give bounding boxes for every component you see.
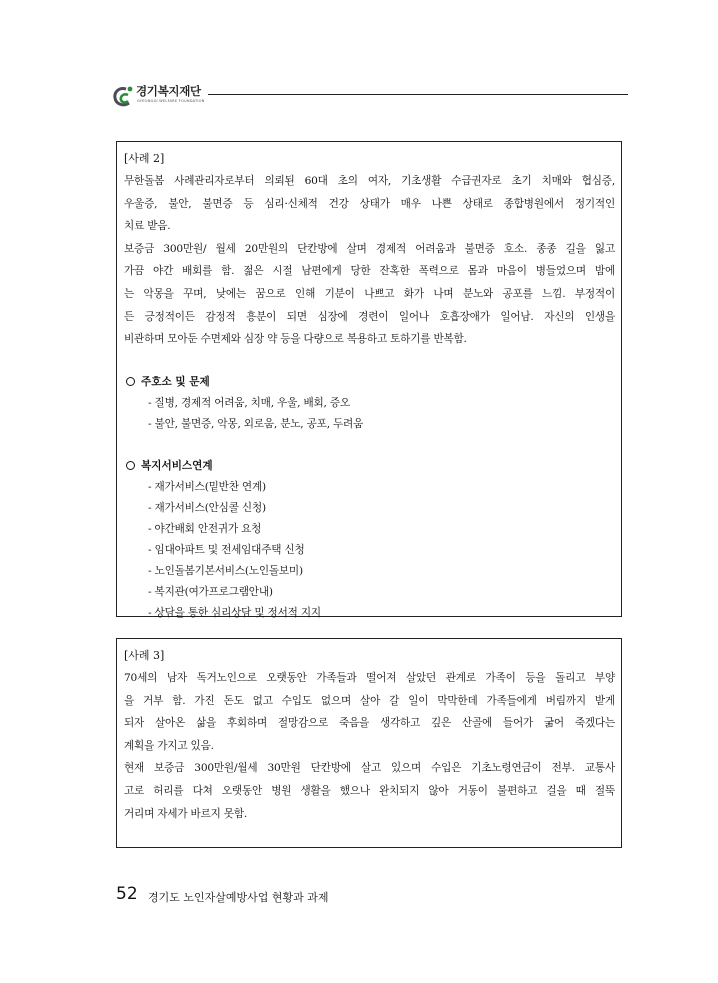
case-2-line: 든 긍정적이든 감정적 흥분이 되면 심장에 경련이 일어나 호흡장애가 일어남. 자신의 인생을 <box>124 310 615 323</box>
list-item: - 복지관(여가프로그램안내) <box>148 585 273 598</box>
list-item: - 노인돌봄기본서비스(노인돌보미) <box>148 564 303 577</box>
page-number: 52 <box>116 884 138 904</box>
list-item: - 불안, 불면증, 악몽, 외로움, 분노, 공포, 두려움 <box>148 417 364 430</box>
circle-bullet-icon <box>126 377 135 386</box>
case-2-line: 비관하며 모아둔 수면제와 심장 약 등을 다량으로 복용하고 토하기를 반복함. <box>124 333 467 346</box>
services-heading: 복지서비스연계 <box>124 456 615 477</box>
circle-bullet-icon <box>126 461 135 470</box>
case-3-line: 고로 허리를 다쳐 오랫동안 병원 생활을 했으나 완치되지 않아 거동이 불편하고 걸을 때 절뚝 <box>124 784 615 797</box>
case-2-line: 는 악몽을 꾸며, 낮에는 꿈으로 인해 기분이 나쁘고 화가 나며 분노와 공포를 느낌. 부정적이 <box>124 287 615 300</box>
list-item: - 상담을 통한 심리상담 및 정서적 지지 <box>148 606 321 619</box>
case-3-title: [사례 3] <box>124 649 165 662</box>
case-3-line: 70세의 남자 독거노인으로 오랫동안 가족들과 떨어져 살았던 관계로 가족이 등을 돌리고 부양 <box>124 672 615 684</box>
case-3-box <box>116 638 622 848</box>
case-3-line: 현재 보증금 300만원/월세 30만원 단칸방에 살고 있으며 수입은 기초노령연금이 전부. 교통사 <box>124 762 615 775</box>
list-item: - 질병, 경제적 어려움, 치매, 우울, 배회, 증오 <box>148 396 350 409</box>
foundation-subtitle: GYEONGGI WELFARE FOUNDATION <box>137 99 205 103</box>
case-2-line: 무한돌봄 사례관리자로부터 의뢰된 60대 초의 여자, 기초생활 수급권자로 초기 치매와 협심증, <box>124 175 615 187</box>
case-2-line: 보증금 300만원/ 월세 20만원의 단칸방에 살며 경제적 어려움과 불면증 호소. 종종 길을 잃고 <box>124 242 615 255</box>
list-item: - 야간배회 안전귀가 요청 <box>148 522 262 535</box>
case-3-line: 거리며 자세가 바르지 못함. <box>124 807 248 820</box>
case-3-line: 되자 살아온 삶을 후회하며 절망감으로 죽음을 생각하고 깊은 산골에 들어가 굶어 죽겠다는 <box>124 717 615 730</box>
case-3-line: 을 거부 함. 가진 돈도 없고 수입도 없으며 살아 갈 일이 막막한데 가족들에게 버림까지 받게 <box>124 694 615 707</box>
complaints-heading: 주호소 및 문제 <box>124 372 615 393</box>
footer-title: 경기도 노인자살예방사업 현황과 과제 <box>148 891 329 904</box>
case-3-line: 계획을 가지고 있음. <box>124 739 214 752</box>
foundation-logo-icon <box>112 84 136 108</box>
case-2-line: 우울증, 불안, 불면증 등 심리·신체적 건강 상태가 매우 나쁜 상태로 종합병원에서 정기적인 <box>124 197 615 210</box>
header-rule <box>208 94 628 95</box>
list-item: - 임대아파트 및 전세임대주택 신청 <box>148 543 305 556</box>
list-item: - 재가서비스(밑반찬 연계) <box>148 480 266 493</box>
foundation-name: 경기복지재단 <box>136 84 201 98</box>
case-2-line: 가끔 야간 배회를 함. 젊은 시절 남편에게 당한 잔혹한 폭력으로 몸과 마음이 병들었으며 밤에 <box>124 265 615 278</box>
services-list <box>124 477 615 624</box>
case-2-title: [사례 2] <box>124 152 165 165</box>
case-2-line: 치료 받음. <box>124 220 171 233</box>
case-2-box <box>116 141 622 617</box>
page-header <box>112 80 628 110</box>
complaints-list <box>124 393 615 435</box>
list-item: - 재가서비스(안심콜 신청) <box>148 501 266 514</box>
